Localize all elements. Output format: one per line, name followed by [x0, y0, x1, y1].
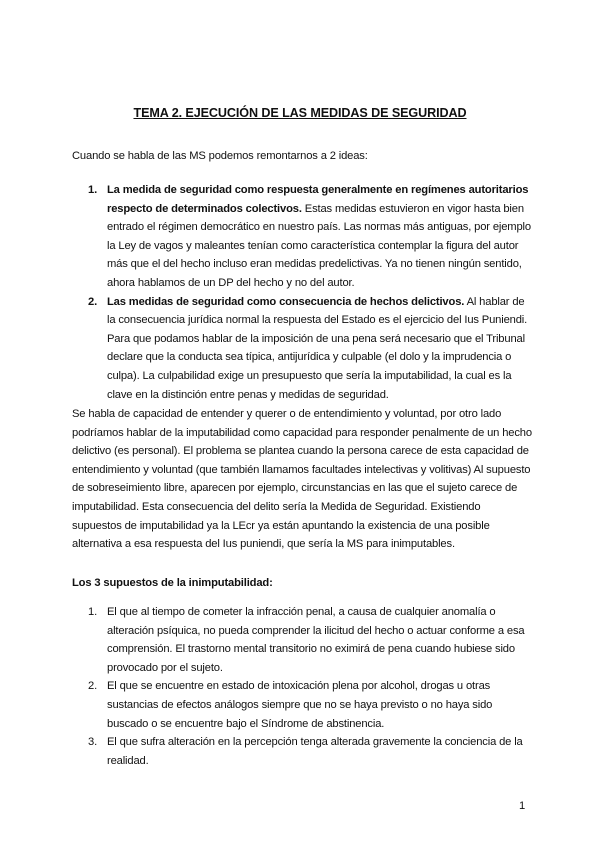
page-number: 1: [519, 800, 526, 812]
list-number: 1.: [88, 184, 98, 196]
list-item-body: Al hablar de la consecuencia jurídica normal la respuesta del Estado es el ejercicio del Ius Puniendi. Para que podamos hablar de la imposición de una pena será necesario que el Tribunal declare que la conducta sea típica, antijurídica y culpable (el dolo y la imprudencia o culpa). La culpabilidad exige un presupuesto que sería la imputabilidad, la cual es la clave en la distinción entre penas y medidas de seguridad.: [107, 295, 528, 401]
list-item: [72, 603, 532, 677]
list-number: 1.: [88, 606, 98, 618]
list-item: [72, 181, 532, 293]
list-item-body: Estas medidas estuvieron en vigor hasta bien entrado el régimen democrático en nuestro país. Las normas más antiguas, por ejemplo la Ley de vagos y maleantes tenían como característica contemplar la figura del autor más que el del hecho incluso eran medidas predelictivas. Ya no tienen ningún sentido, ahora hablamos de un DP del hecho y no del autor.: [107, 202, 531, 289]
body-paragraph: Se habla de capacidad de entender y querer o de entendimiento y voluntad, por otro lado podríamos hablar de la imputabilidad como capacidad para responder penalmente de un hecho delictivo (es personal). El problema se plantea cuando la persona carece de esta capacidad de entendimiento y voluntad (que también llamamos facultades intelectivas y volitivas) Al supuesto de sobreseimiento libre, aparecen por ejemplo, circunstancias en las que el sujeto carece de imputabilidad. Esta consecuencia del delito sería la Medida de Seguridad. Existiendo supuestos de imputabilidad ya la LEcr ya están apuntando la existencia de una posible alternativa a esa respuesta del Ius puniendi, que sería la MS para inimputables.: [72, 408, 532, 551]
list-item-heading: La medida de seguridad como respuesta generalmente en regímenes autoritarios respecto de determinados colectivos.: [107, 184, 529, 215]
ideas-list: [72, 181, 532, 404]
list-item-text: El que sufra alteración en la percepción tenga alterada gravemente la conciencia de la realidad.: [107, 736, 523, 767]
page-title: TEMA 2. EJECUCIÓN DE LAS MEDIDAS DE SEGURIDAD: [133, 106, 467, 120]
list-item-heading: Las medidas de seguridad como consecuencia de hechos delictivos.: [107, 295, 465, 308]
supuestos-list: [72, 603, 532, 770]
list-item-text: El que al tiempo de cometer la infracción penal, a causa de cualquier anomalía o alteración psíquica, no pueda comprender la ilicitud del hecho o actuar conforme a esa comprensión. El trastorno mental transitorio no eximirá de pena cuando hubiese sido provocado por el sujeto.: [107, 606, 525, 674]
list-item: [72, 293, 532, 405]
list-item-text: El que se encuentre en estado de intoxicación plena por alcohol, drogas u otras sustancias de efectos análogos siempre que no se haya previsto o no haya sido buscado o se encuentre bajo el Síndrome de abstinencia.: [107, 680, 493, 730]
list-item: [72, 677, 532, 733]
section-subheading: Los 3 supuestos de la inimputabilidad:: [72, 577, 273, 589]
list-number: 2.: [88, 680, 98, 693]
list-item: [72, 733, 532, 770]
intro-text: Cuando se habla de las MS podemos remontarnos a 2 ideas:: [72, 150, 368, 162]
list-number: 2.: [88, 295, 98, 308]
list-number: 3.: [88, 736, 98, 749]
